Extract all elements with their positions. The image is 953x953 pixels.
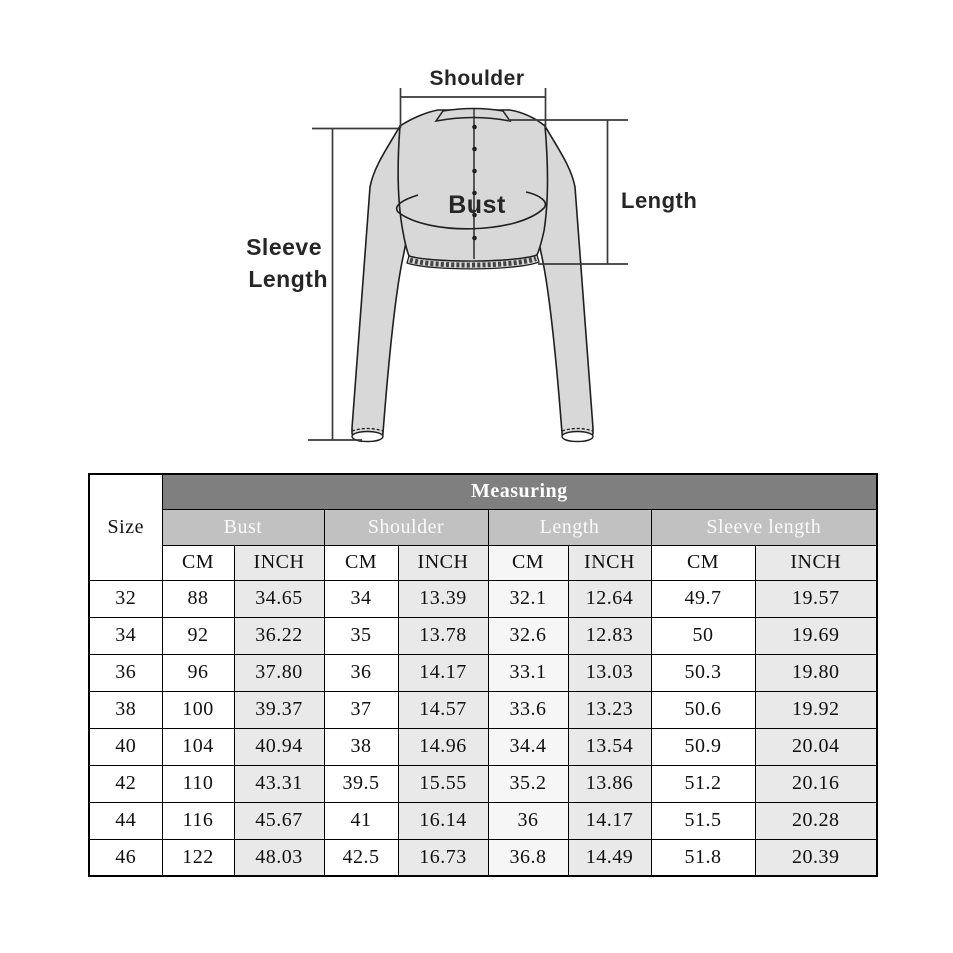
bust-label: Bust xyxy=(448,191,506,219)
value-cell: 19.92 xyxy=(755,691,877,728)
table-row-size-42 xyxy=(89,765,877,802)
value-cell: 20.28 xyxy=(755,802,877,839)
group-header-row xyxy=(89,509,877,545)
group-header-bust: Bust xyxy=(162,509,324,545)
value-cell: 41 xyxy=(324,802,398,839)
table-row-size-34 xyxy=(89,617,877,654)
size-cell: 34 xyxy=(89,617,162,654)
value-cell: 50.6 xyxy=(651,691,755,728)
value-cell: 50 xyxy=(651,617,755,654)
value-cell: 37 xyxy=(324,691,398,728)
unit-header-cell: INCH xyxy=(568,545,651,580)
value-cell: 34.4 xyxy=(488,728,568,765)
value-cell: 39.5 xyxy=(324,765,398,802)
size-cell: 38 xyxy=(89,691,162,728)
value-cell: 13.78 xyxy=(398,617,488,654)
value-cell: 12.83 xyxy=(568,617,651,654)
value-cell: 15.55 xyxy=(398,765,488,802)
value-cell: 45.67 xyxy=(234,802,324,839)
unit-header-cell: CM xyxy=(488,545,568,580)
value-cell: 14.49 xyxy=(568,839,651,876)
sleeve-length-label-line1: Sleeve xyxy=(246,234,322,260)
value-cell: 100 xyxy=(162,691,234,728)
unit-header-cell: INCH xyxy=(398,545,488,580)
value-cell: 32.1 xyxy=(488,580,568,617)
value-cell: 51.2 xyxy=(651,765,755,802)
size-cell: 32 xyxy=(89,580,162,617)
value-cell: 35 xyxy=(324,617,398,654)
unit-header-cell: CM xyxy=(324,545,398,580)
table-row-size-40 xyxy=(89,728,877,765)
sleeve-length-label-line2: Length xyxy=(248,266,328,292)
value-cell: 50.3 xyxy=(651,654,755,691)
value-cell: 43.31 xyxy=(234,765,324,802)
table-row-size-38 xyxy=(89,691,877,728)
value-cell: 12.64 xyxy=(568,580,651,617)
value-cell: 116 xyxy=(162,802,234,839)
value-cell: 36 xyxy=(488,802,568,839)
unit-header-cell: CM xyxy=(651,545,755,580)
value-cell: 13.39 xyxy=(398,580,488,617)
unit-header-row xyxy=(89,545,877,580)
value-cell: 104 xyxy=(162,728,234,765)
value-cell: 36.22 xyxy=(234,617,324,654)
value-cell: 19.57 xyxy=(755,580,877,617)
value-cell: 14.57 xyxy=(398,691,488,728)
value-cell: 96 xyxy=(162,654,234,691)
value-cell: 36 xyxy=(324,654,398,691)
size-cell: 42 xyxy=(89,765,162,802)
value-cell: 16.73 xyxy=(398,839,488,876)
unit-header-cell: CM xyxy=(162,545,234,580)
value-cell: 33.6 xyxy=(488,691,568,728)
value-cell: 122 xyxy=(162,839,234,876)
value-cell: 38 xyxy=(324,728,398,765)
group-header-length: Length xyxy=(488,509,651,545)
size-header-cell: Size xyxy=(89,474,162,580)
value-cell: 34.65 xyxy=(234,580,324,617)
value-cell: 48.03 xyxy=(234,839,324,876)
value-cell: 88 xyxy=(162,580,234,617)
value-cell: 19.80 xyxy=(755,654,877,691)
table-title-row xyxy=(89,474,877,509)
table-row-size-36 xyxy=(89,654,877,691)
value-cell: 40.94 xyxy=(234,728,324,765)
value-cell: 37.80 xyxy=(234,654,324,691)
value-cell: 33.1 xyxy=(488,654,568,691)
table-row-size-46 xyxy=(89,839,877,876)
value-cell: 49.7 xyxy=(651,580,755,617)
shoulder-label: Shoulder xyxy=(429,67,525,90)
value-cell: 13.03 xyxy=(568,654,651,691)
value-cell: 16.14 xyxy=(398,802,488,839)
unit-header-cell: INCH xyxy=(234,545,324,580)
value-cell: 14.96 xyxy=(398,728,488,765)
value-cell: 13.23 xyxy=(568,691,651,728)
value-cell: 13.86 xyxy=(568,765,651,802)
group-header-shoulder: Shoulder xyxy=(324,509,488,545)
size-cell: 44 xyxy=(89,802,162,839)
value-cell: 35.2 xyxy=(488,765,568,802)
value-cell: 20.16 xyxy=(755,765,877,802)
value-cell: 19.69 xyxy=(755,617,877,654)
garment-measure-diagram xyxy=(0,0,953,470)
size-cell: 46 xyxy=(89,839,162,876)
table-row-size-44 xyxy=(89,802,877,839)
measuring-title-cell: Measuring xyxy=(162,474,877,509)
unit-header-cell: INCH xyxy=(755,545,877,580)
size-measurement-table xyxy=(88,473,878,877)
value-cell: 39.37 xyxy=(234,691,324,728)
value-cell: 36.8 xyxy=(488,839,568,876)
value-cell: 42.5 xyxy=(324,839,398,876)
right-cuff-opening xyxy=(562,432,593,442)
table-row-size-32 xyxy=(89,580,877,617)
value-cell: 20.04 xyxy=(755,728,877,765)
group-header-sleeve-length: Sleeve length xyxy=(651,509,877,545)
value-cell: 34 xyxy=(324,580,398,617)
size-cell: 36 xyxy=(89,654,162,691)
value-cell: 13.54 xyxy=(568,728,651,765)
length-label: Length xyxy=(621,188,698,213)
value-cell: 14.17 xyxy=(568,802,651,839)
value-cell: 20.39 xyxy=(755,839,877,876)
value-cell: 50.9 xyxy=(651,728,755,765)
value-cell: 32.6 xyxy=(488,617,568,654)
value-cell: 51.8 xyxy=(651,839,755,876)
size-cell: 40 xyxy=(89,728,162,765)
value-cell: 110 xyxy=(162,765,234,802)
value-cell: 14.17 xyxy=(398,654,488,691)
value-cell: 92 xyxy=(162,617,234,654)
value-cell: 51.5 xyxy=(651,802,755,839)
